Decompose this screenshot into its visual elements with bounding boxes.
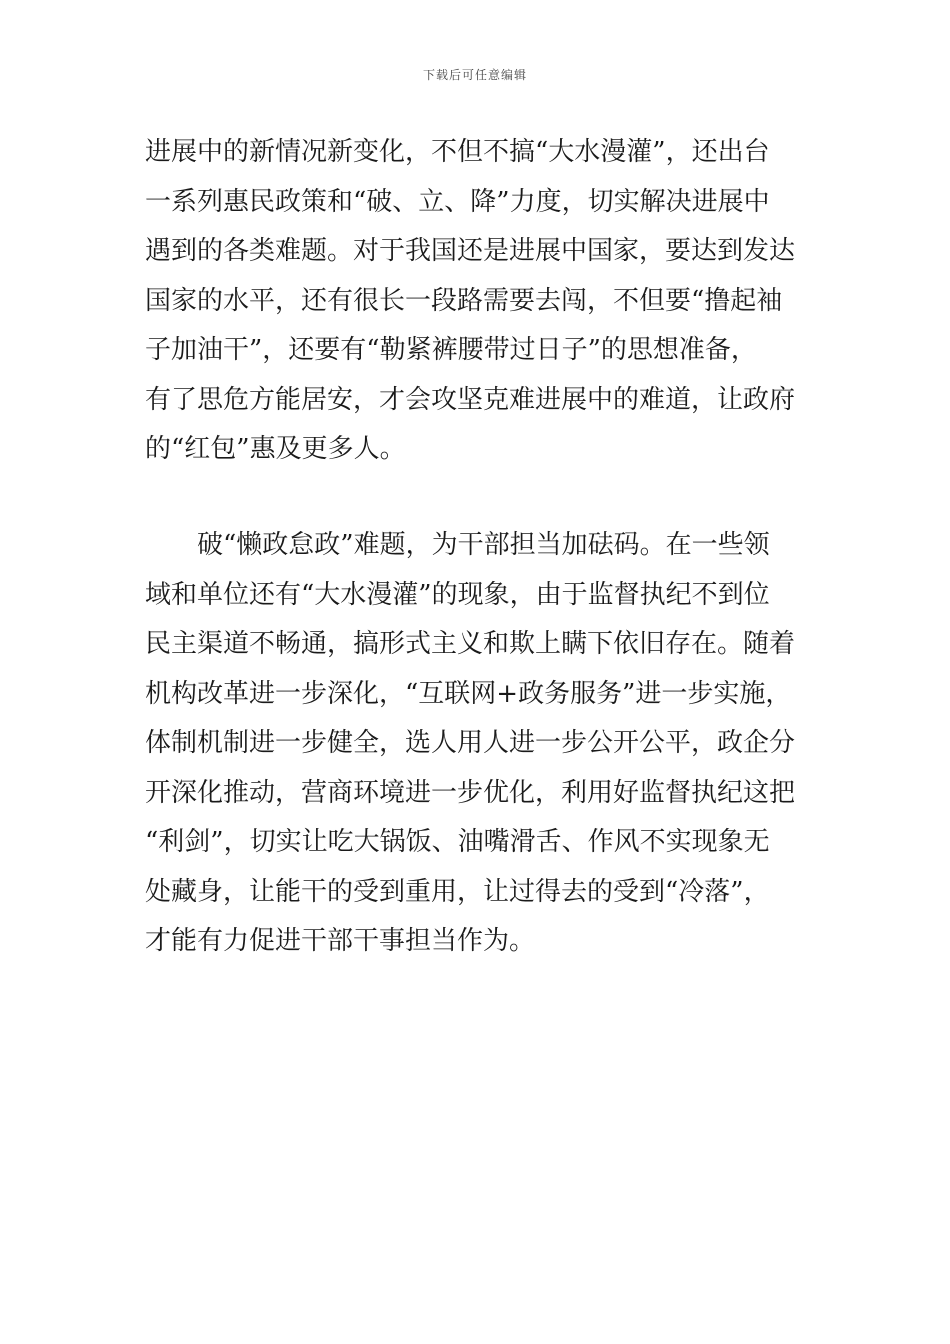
text-line: 国家的水平，还有很长一段路需要去闯，不但要“撸起袖: [145, 285, 783, 316]
text-line: 体制机制进一步健全，选人用人进一步公开公平，政企分: [145, 728, 796, 758]
text-line: 才能有力促进干部干事担当作为。: [145, 926, 536, 956]
text-line: 遇到的各类难题。对于我国还是进展中国家，要达到发达: [145, 236, 796, 266]
text-line: “利剑”，切实让吃大锅饭、油嘴滑舌、作风不实现象无: [145, 827, 770, 857]
text-line: 民主渠道不畅通，搞形式主义和欺上瞒下依旧存在。随着: [145, 629, 796, 659]
text-line: 机构改革进一步深化，“互联网+政务服务”进一步实施，: [145, 678, 792, 709]
paragraph-1: [145, 128, 809, 475]
text-line: 的“红包”惠及更多人。: [145, 434, 406, 464]
text-line: 一系列惠民政策和“破、立、降”力度，切实解决进展中: [145, 186, 770, 217]
text-line: 进展中的新情况新变化，不但不搞“大水漫灌”，还出台: [145, 137, 770, 167]
page-header-note: 下载后可任意编辑: [422, 68, 527, 82]
text-line: 处藏身，让能干的受到重用，让过得去的受到“冷落”，: [145, 876, 770, 907]
text-line: 有了思危方能居安，才会攻坚克难进展中的难道，让政府: [145, 384, 796, 415]
text-line: 域和单位还有“大水漫灌”的现象，由于监督执纪不到位: [145, 579, 770, 610]
text-line: 开深化推动，营商环境进一步优化，利用好监督执纪这把: [145, 777, 796, 808]
text-line: 破“懒政怠政”难题，为干部担当加砝码。在一些领: [145, 530, 770, 560]
text-line: 子加油干”，还要有“勒紧裤腰带过日子”的思想准备，: [145, 335, 757, 365]
paragraph-2: [145, 521, 809, 967]
